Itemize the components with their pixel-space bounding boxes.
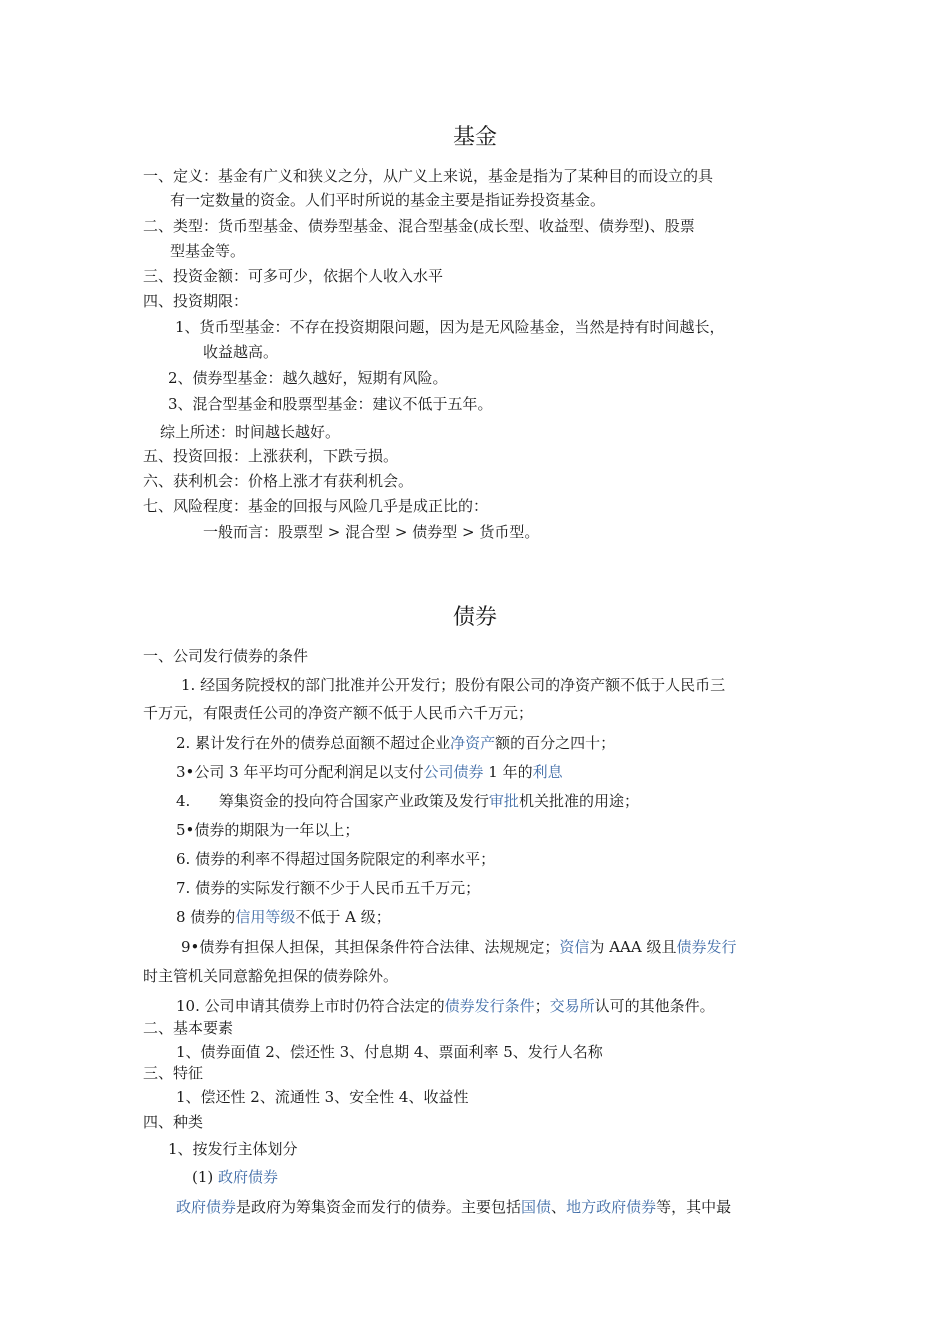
- fund-period: 四、投资期限：: [143, 292, 249, 310]
- link-credit-standing[interactable]: 资信: [559, 938, 590, 956]
- link-treasury-bond[interactable]: 国债: [521, 1198, 552, 1216]
- bond-section4-heading: 四、种类: [143, 1113, 204, 1131]
- link-interest[interactable]: 利息: [532, 763, 563, 781]
- link-corporate-bond[interactable]: 公司债券: [423, 763, 484, 781]
- bond-condition3: 3•公司 3 年平均可分配利润足以支付公司债券 1 年的利息: [176, 763, 563, 781]
- bond-condition5: 5•债券的期限为一年以上；: [176, 821, 360, 839]
- fund-definition-line1: 一、定义：基金有广义和狭义之分，从广义上来说，基金是指为了某种目的而设立的具: [143, 167, 714, 185]
- bond-condition6: 6. 债券的利率不得超过国务院限定的利率水平；: [176, 850, 496, 868]
- fund-amount: 三、投资金额：可多可少，依据个人收入水平: [143, 267, 444, 285]
- fund-period-item3: 3、混合型基金和股票型基金：建议不低于五年。: [168, 395, 493, 413]
- bond-condition4: 4. 筹集资金的投向符合国家产业政策及发行审批机关批准的用途；: [176, 792, 639, 810]
- fund-period-item2: 2、债券型基金：越久越好，短期有风险。: [168, 369, 448, 387]
- fund-definition-line2: 有一定数量的资金。人们平时所说的基金主要是指证券投资基金。: [170, 191, 606, 209]
- bond-condition10: 10. 公司申请其债券上市时仍符合法定的债券发行条件；交易所认可的其他条件。: [176, 997, 715, 1015]
- bond-classification-by-issuer: 1、按发行主体划分: [168, 1140, 298, 1158]
- link-local-government-bond[interactable]: 地方政府债券: [566, 1198, 657, 1216]
- fund-title: 基金: [452, 125, 497, 150]
- bond-condition7: 7. 债券的实际发行额不少于人民币五千万元；: [176, 879, 481, 897]
- link-bond-issuance[interactable]: 债券发行: [676, 938, 737, 956]
- bond-section2-heading: 二、基本要素: [143, 1019, 234, 1037]
- link-exchange[interactable]: 交易所: [549, 997, 595, 1015]
- bond-section3-heading: 三、特征: [143, 1064, 204, 1082]
- bond-government-subheading: (1) 政府债券: [192, 1168, 279, 1186]
- bond-condition8: 8 债券的信用等级不低于 A 级；: [176, 908, 391, 926]
- fund-risk-order: 一般而言：股票型 > 混合型 > 债券型 > 货币型。: [203, 523, 540, 541]
- link-net-assets[interactable]: 净资产: [450, 734, 496, 752]
- bond-features: 1、偿还性 2、流通性 3、安全性 4、收益性: [176, 1088, 469, 1106]
- bond-condition9-line2: 时主管机关同意豁免担保的债券除外。: [143, 967, 399, 985]
- link-government-bond-heading[interactable]: 政府债券: [218, 1168, 279, 1186]
- fund-risk: 七、风险程度：基金的回报与风险几乎是成正比的：: [143, 497, 489, 515]
- bond-condition1-line1: 1. 经国务院授权的部门批准并公开发行；股份有限公司的净资产额不低于人民币三: [181, 676, 726, 694]
- link-approval[interactable]: 审批: [488, 792, 519, 810]
- fund-period-item1-line2: 收益越高。: [203, 343, 279, 361]
- link-credit-rating[interactable]: 信用等级: [235, 908, 296, 926]
- fund-period-item1-line1: 1、货币型基金：不存在投资期限问题，因为是无风险基金，当然是持有时间越长，: [175, 318, 725, 336]
- fund-type-line2: 型基金等。: [170, 242, 246, 260]
- fund-profit: 六、获利机会：价格上涨才有获利机会。: [143, 472, 414, 490]
- fund-return: 五、投资回报：上涨获利，下跌亏损。: [143, 447, 399, 465]
- bond-condition1-line2: 千万元，有限责任公司的净资产额不低于人民币六千万元；: [143, 704, 534, 722]
- bond-condition2: 2. 累计发行在外的债券总面额不超过企业净资产额的百分之四十；: [176, 734, 616, 752]
- bond-title: 债券: [452, 605, 497, 630]
- bond-condition9-line1: 9•债券有担保人担保，其担保条件符合法律、法规规定；资信为 AAA 级且债券发行: [181, 938, 737, 956]
- link-government-bond[interactable]: 政府债券: [176, 1198, 237, 1216]
- bond-section1-heading: 一、公司发行债券的条件: [143, 647, 309, 665]
- link-bond-issuance-conditions[interactable]: 债券发行条件: [444, 997, 535, 1015]
- bond-government-description: 政府债券是政府为筹集资金而发行的债券。主要包括国债、地方政府债券等，其中最: [176, 1198, 732, 1216]
- fund-summary: 综上所述：时间越长越好。: [160, 423, 341, 441]
- fund-type-line1: 二、类型：货币型基金、债券型基金、混合型基金(成长型、收益型、债券型)、股票: [143, 217, 695, 235]
- bond-basic-elements: 1、债券面值 2、偿还性 3、付息期 4、票面利率 5、发行人名称: [176, 1043, 603, 1061]
